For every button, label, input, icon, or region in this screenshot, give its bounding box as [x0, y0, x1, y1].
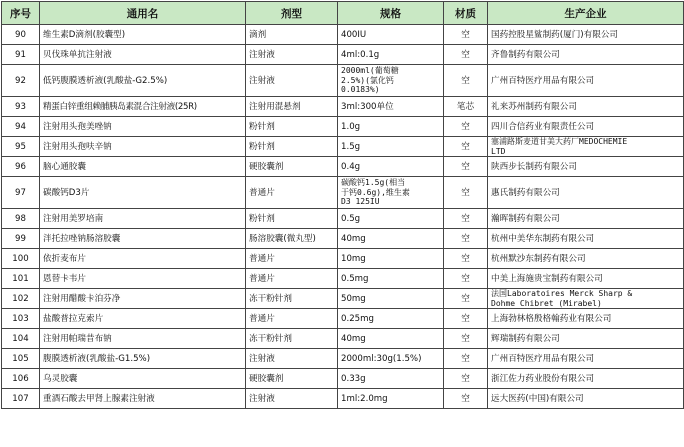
cell-manufacturer: 杭州默沙东制药有限公司: [488, 249, 684, 269]
cell-specification: 1.0g: [338, 117, 444, 137]
table-row: [2, 45, 684, 65]
cell-serial-no: 90: [2, 25, 40, 45]
table-row: [2, 369, 684, 389]
cell-manufacturer: 法国Laboratoires Merck Sharp & Dohme Chibret (Mirabel): [488, 289, 684, 309]
cell-generic-name: 精蛋白锌重组赖脯胰岛素混合注射液(25R): [40, 97, 246, 117]
header-specification: 规格: [338, 2, 444, 25]
cell-material: 空: [444, 137, 488, 157]
cell-serial-no: 105: [2, 349, 40, 369]
cell-manufacturer: 广州百特医疗用品有限公司: [488, 349, 684, 369]
table-row: [2, 25, 684, 45]
cell-dosage-form: 硬胶囊剂: [246, 157, 338, 177]
cell-dosage-form: 硬胶囊剂: [246, 369, 338, 389]
cell-material: 空: [444, 65, 488, 97]
cell-dosage-form: 滴剂: [246, 25, 338, 45]
cell-dosage-form: 注射用混悬剂: [246, 97, 338, 117]
cell-material: 空: [444, 289, 488, 309]
cell-specification: 50mg: [338, 289, 444, 309]
table-row: [2, 289, 684, 309]
table-row: [2, 65, 684, 97]
table-header: [2, 2, 684, 25]
cell-manufacturer: 辉瑞制药有限公司: [488, 329, 684, 349]
cell-material: 空: [444, 229, 488, 249]
cell-material: 空: [444, 117, 488, 137]
cell-generic-name: 依折麦布片: [40, 249, 246, 269]
table-row: [2, 249, 684, 269]
cell-manufacturer: 杭州中美华东制药有限公司: [488, 229, 684, 249]
cell-manufacturer: 国药控股星鲨制药(厦门)有限公司: [488, 25, 684, 45]
cell-dosage-form: 粉针剂: [246, 137, 338, 157]
cell-specification: 3ml:300单位: [338, 97, 444, 117]
cell-material: 空: [444, 309, 488, 329]
cell-manufacturer: 瀚晖制药有限公司: [488, 209, 684, 229]
cell-manufacturer: 礼来苏州制药有限公司: [488, 97, 684, 117]
cell-manufacturer: 惠氏制药有限公司: [488, 177, 684, 209]
cell-manufacturer: 陕西步长制药有限公司: [488, 157, 684, 177]
cell-material: 空: [444, 177, 488, 209]
drug-list-table: [1, 1, 684, 409]
cell-generic-name: 脑心通胶囊: [40, 157, 246, 177]
table-row: [2, 137, 684, 157]
cell-serial-no: 92: [2, 65, 40, 97]
cell-generic-name: 注射用帕瑞昔布钠: [40, 329, 246, 349]
cell-manufacturer: 远大医药(中国)有限公司: [488, 389, 684, 409]
cell-serial-no: 107: [2, 389, 40, 409]
cell-dosage-form: 冻干粉针剂: [246, 329, 338, 349]
cell-dosage-form: 冻干粉针剂: [246, 289, 338, 309]
cell-serial-no: 100: [2, 249, 40, 269]
cell-manufacturer: 广州百特医疗用品有限公司: [488, 65, 684, 97]
cell-material: 空: [444, 329, 488, 349]
cell-serial-no: 96: [2, 157, 40, 177]
cell-material: 空: [444, 45, 488, 65]
cell-specification: 1ml:2.0mg: [338, 389, 444, 409]
cell-serial-no: 106: [2, 369, 40, 389]
cell-manufacturer: 齐鲁制药有限公司: [488, 45, 684, 65]
cell-serial-no: 104: [2, 329, 40, 349]
cell-material: 空: [444, 269, 488, 289]
cell-generic-name: 低钙腹膜透析液(乳酸盐-G2.5%): [40, 65, 246, 97]
cell-specification: 40mg: [338, 329, 444, 349]
cell-serial-no: 101: [2, 269, 40, 289]
cell-dosage-form: 粉针剂: [246, 209, 338, 229]
table-row: [2, 329, 684, 349]
cell-serial-no: 97: [2, 177, 40, 209]
cell-generic-name: 注射用醋酸卡泊芬净: [40, 289, 246, 309]
cell-dosage-form: 普通片: [246, 309, 338, 329]
cell-dosage-form: 肠溶胶囊(微丸型): [246, 229, 338, 249]
cell-specification: 0.25mg: [338, 309, 444, 329]
cell-material: 空: [444, 157, 488, 177]
table-row: [2, 97, 684, 117]
cell-generic-name: 注射用美罗培南: [40, 209, 246, 229]
cell-material: 空: [444, 349, 488, 369]
cell-specification: 0.33g: [338, 369, 444, 389]
cell-generic-name: 重酒石酸去甲肾上腺素注射液: [40, 389, 246, 409]
cell-serial-no: 103: [2, 309, 40, 329]
cell-specification: 0.5g: [338, 209, 444, 229]
cell-material: 空: [444, 25, 488, 45]
header-row: [2, 2, 684, 25]
table-row: [2, 117, 684, 137]
header-manufacturer: 生产企业: [488, 2, 684, 25]
cell-serial-no: 91: [2, 45, 40, 65]
cell-manufacturer: 塞浦路斯麦道甘美大药厂MEDOCHEMIE LTD: [488, 137, 684, 157]
cell-dosage-form: 普通片: [246, 177, 338, 209]
cell-generic-name: 腹膜透析液(乳酸盐-G1.5%): [40, 349, 246, 369]
cell-manufacturer: 四川合信药业有限责任公司: [488, 117, 684, 137]
cell-serial-no: 99: [2, 229, 40, 249]
cell-specification: 碳酸钙1.5g(相当 于钙0.6g),维生素 D3 125IU: [338, 177, 444, 209]
table-row: [2, 269, 684, 289]
cell-dosage-form: 普通片: [246, 249, 338, 269]
cell-serial-no: 95: [2, 137, 40, 157]
cell-generic-name: 注射用头孢美唑钠: [40, 117, 246, 137]
cell-generic-name: 泮托拉唑钠肠溶胶囊: [40, 229, 246, 249]
table-row: [2, 349, 684, 369]
cell-dosage-form: 注射液: [246, 45, 338, 65]
cell-generic-name: 恩替卡韦片: [40, 269, 246, 289]
table-row: [2, 389, 684, 409]
table-row: [2, 209, 684, 229]
cell-dosage-form: 注射液: [246, 349, 338, 369]
cell-serial-no: 102: [2, 289, 40, 309]
table-body: [2, 25, 684, 409]
cell-specification: 4ml:0.1g: [338, 45, 444, 65]
table-row: [2, 157, 684, 177]
cell-serial-no: 93: [2, 97, 40, 117]
cell-specification: 0.5mg: [338, 269, 444, 289]
cell-generic-name: 注射用头孢呋辛钠: [40, 137, 246, 157]
cell-specification: 10mg: [338, 249, 444, 269]
cell-material: 空: [444, 249, 488, 269]
cell-serial-no: 94: [2, 117, 40, 137]
cell-specification: 2000ml(葡萄糖 2.5%)(氯化钙 0.0183%): [338, 65, 444, 97]
header-material: 材质: [444, 2, 488, 25]
header-dosage-form: 剂型: [246, 2, 338, 25]
cell-generic-name: 盐酸普拉克索片: [40, 309, 246, 329]
cell-material: 空: [444, 209, 488, 229]
cell-material: 笔芯: [444, 97, 488, 117]
cell-dosage-form: 注射液: [246, 65, 338, 97]
cell-specification: 400IU: [338, 25, 444, 45]
cell-generic-name: 维生素D滴剂(胶囊型): [40, 25, 246, 45]
table-row: [2, 177, 684, 209]
cell-specification: 0.4g: [338, 157, 444, 177]
cell-generic-name: 贝伐珠单抗注射液: [40, 45, 246, 65]
cell-manufacturer: 浙江佐力药业股份有限公司: [488, 369, 684, 389]
cell-manufacturer: 中美上海施贵宝制药有限公司: [488, 269, 684, 289]
header-generic-name: 通用名: [40, 2, 246, 25]
table-row: [2, 229, 684, 249]
table-row: [2, 309, 684, 329]
cell-dosage-form: 注射液: [246, 389, 338, 409]
header-serial-no: 序号: [2, 2, 40, 25]
cell-specification: 2000ml:30g(1.5%): [338, 349, 444, 369]
cell-dosage-form: 粉针剂: [246, 117, 338, 137]
cell-serial-no: 98: [2, 209, 40, 229]
cell-material: 空: [444, 369, 488, 389]
cell-specification: 40mg: [338, 229, 444, 249]
cell-generic-name: 碳酸钙D3片: [40, 177, 246, 209]
cell-dosage-form: 普通片: [246, 269, 338, 289]
cell-material: 空: [444, 389, 488, 409]
cell-specification: 1.5g: [338, 137, 444, 157]
cell-generic-name: 乌灵胶囊: [40, 369, 246, 389]
cell-manufacturer: 上海勃林格殷格翰药业有限公司: [488, 309, 684, 329]
